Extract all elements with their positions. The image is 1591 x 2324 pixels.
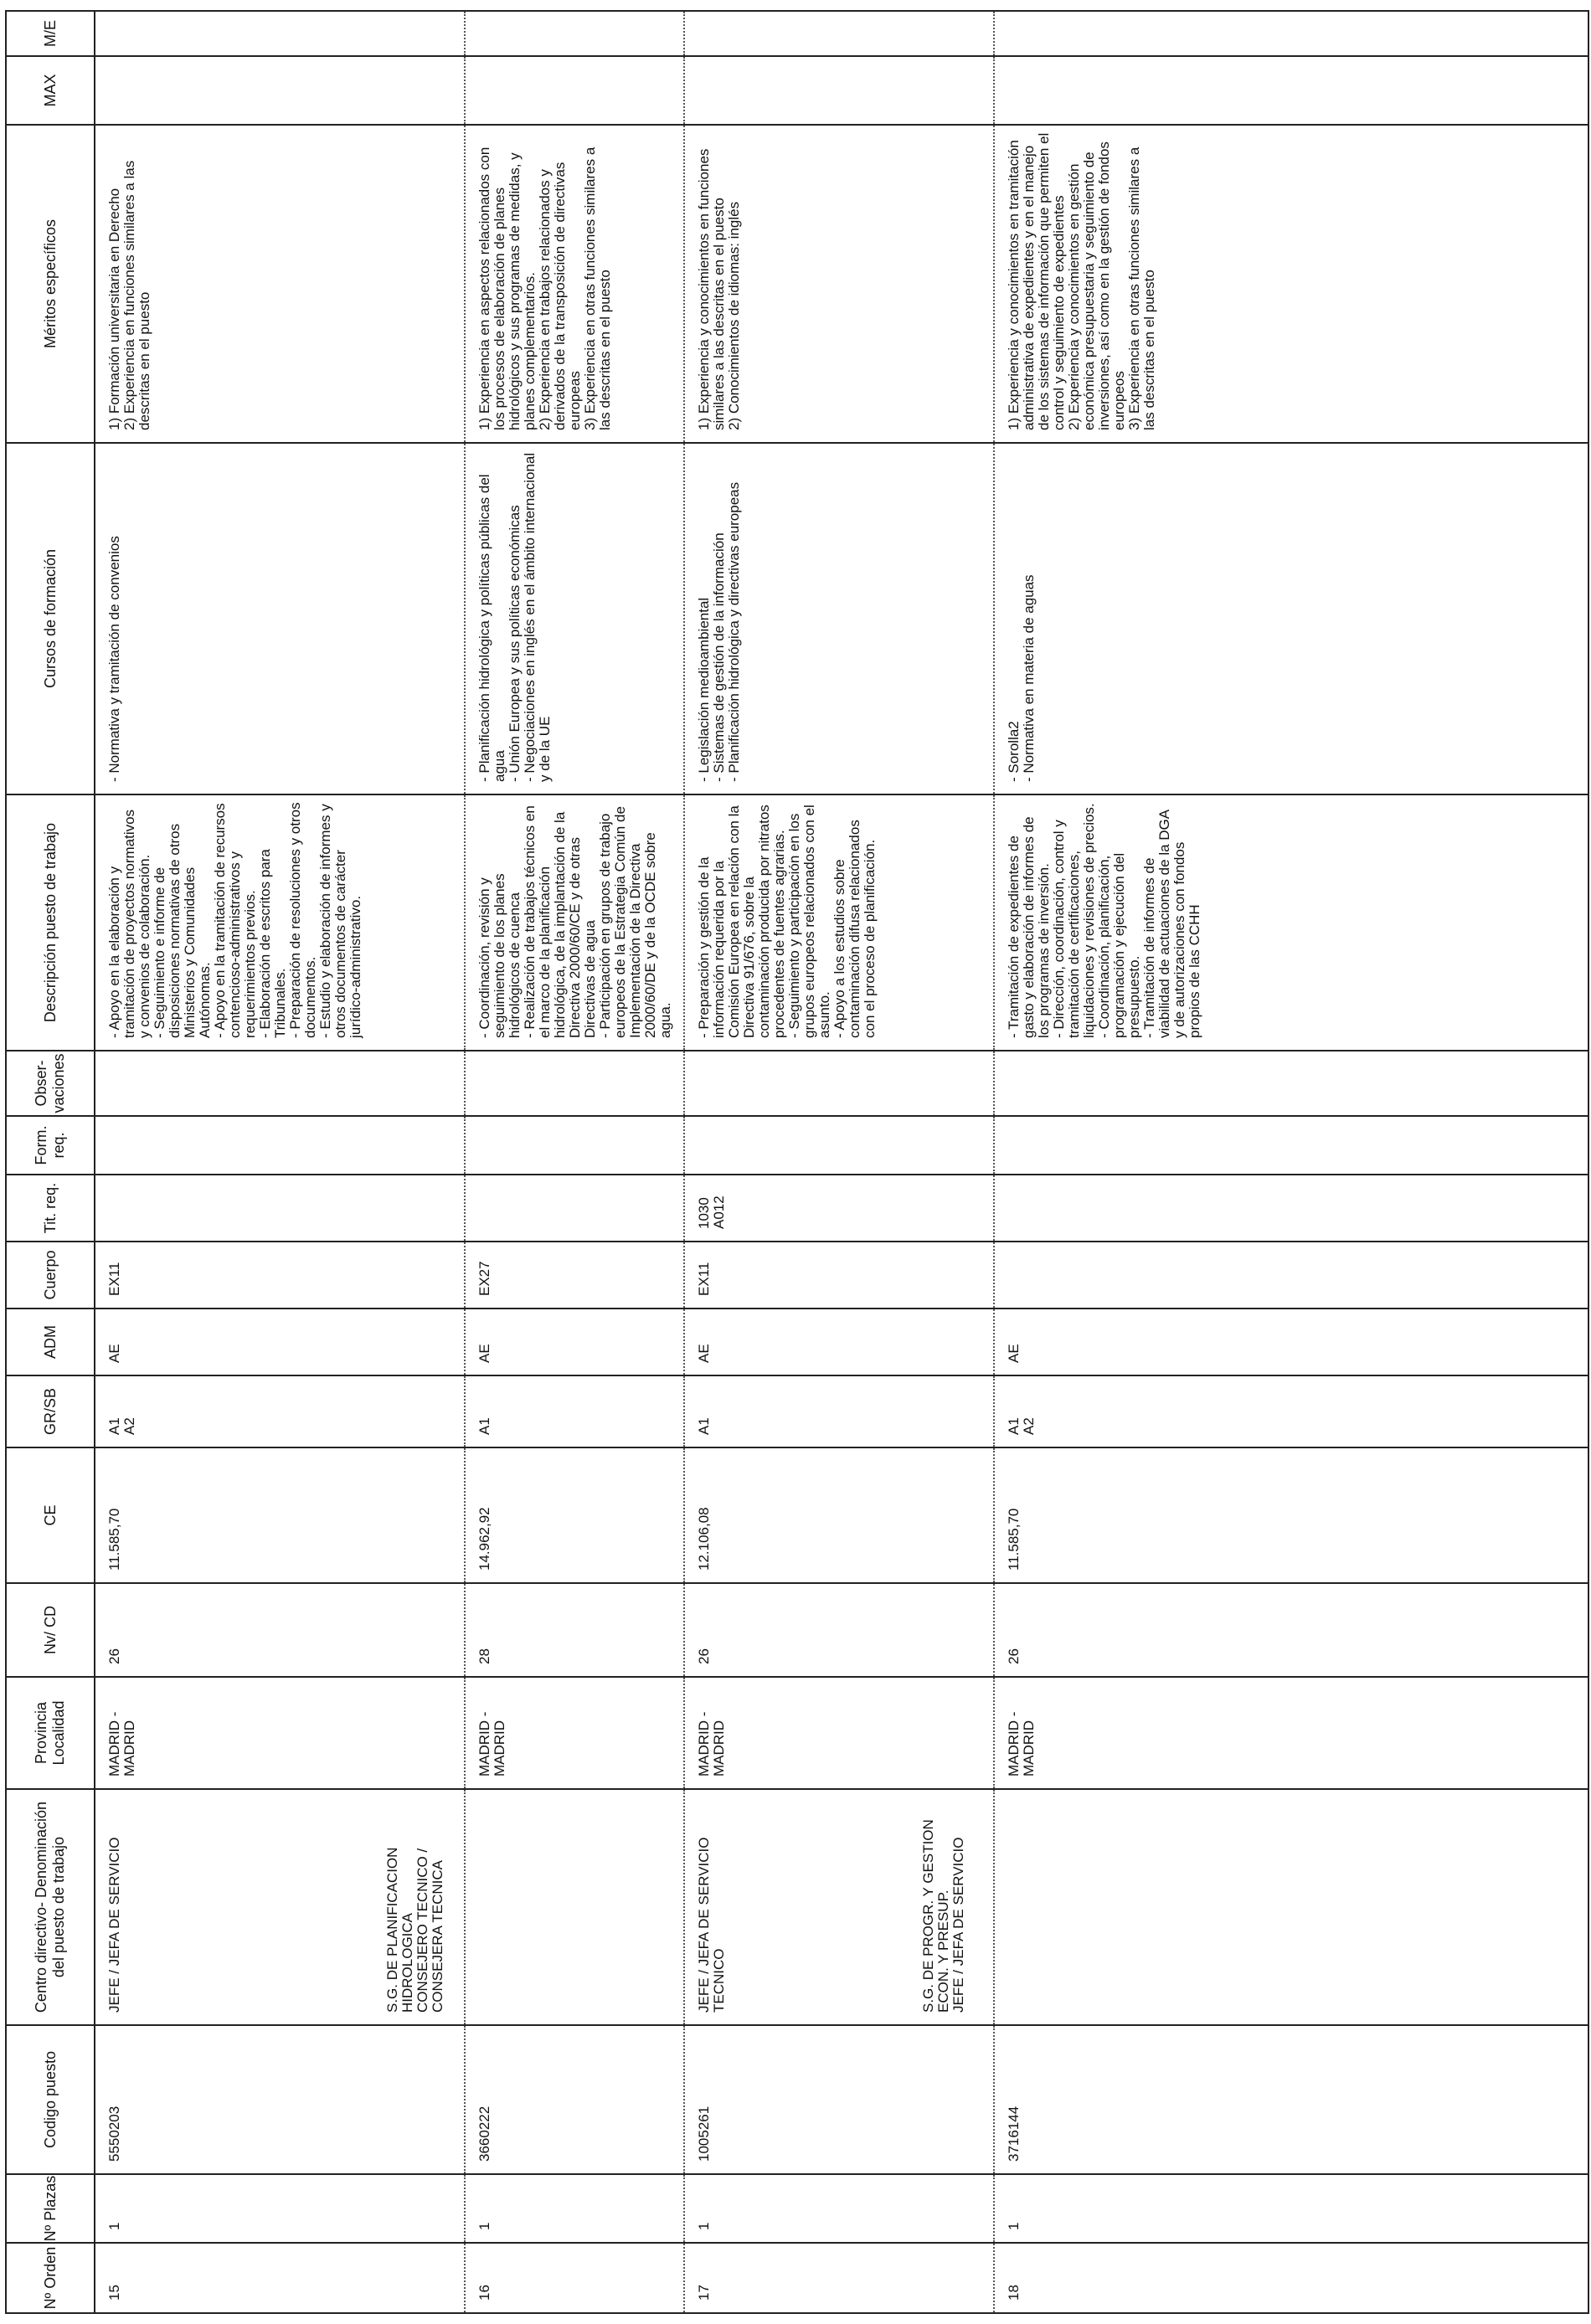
cell-plazas: 1 xyxy=(465,2174,684,2243)
cell-plazas: 1 xyxy=(994,2174,1588,2243)
header-ce: CE xyxy=(6,1447,95,1583)
header-adm: ADM xyxy=(6,1309,95,1375)
cell-descripcion: - Preparación y gestión de la información requerida por la Comisión Europea en relación con la Directiva 91/676, sobre la contaminación producida por nitratos procedentes de fuentes agrarias. - Seguimiento y participación en los grupos europeos relacionados con el asunto. - Apoyo a los estudios sobre contaminación difusa relacionados con el proceso de planificación. xyxy=(684,794,994,1051)
header-cuerpo: Cuerpo xyxy=(6,1242,95,1309)
cell-observaciones xyxy=(684,1051,994,1116)
cell-cursos: - Legislación medioambiental - Sistemas de gestión de la información - Planificación hidrológica y directivas europeas xyxy=(684,443,994,794)
cell-descripcion: - Coordinación, revisión y seguimiento de los planes hidrológicos de cuenca - Realización de trabajos técnicos en el marco de la planificación hidrológica, de la implantación de la Directiva 2000/60/CE y de otras Directivas de agua - Participación en grupos de trabajo europeos de la Estrategia Común de Implementación de la Directiva 2000/60/DE y de la OCDE sobre agua. xyxy=(465,794,684,1051)
cell-centro xyxy=(920,1789,1588,2025)
cell-formacion xyxy=(95,1116,465,1175)
header-provincia: Provincia Localidad xyxy=(6,1677,95,1789)
cell-ce: 11.585,70 xyxy=(994,1447,1588,1583)
cell-centro xyxy=(384,1789,684,2025)
cell-max xyxy=(994,56,1588,125)
cell-titulacion xyxy=(95,1175,465,1242)
job-positions-table xyxy=(5,10,1589,2314)
cell-me xyxy=(994,11,1588,56)
cell-plazas: 1 xyxy=(95,2174,465,2243)
cell-meritos: 1) Experiencia y conocimientos en funciones similares a las descritas en el puesto 2) Conocimientos de idiomas: inglés xyxy=(684,125,994,443)
header-meritos: Méritos específicos xyxy=(6,125,95,443)
cell-adm: AE xyxy=(994,1309,1588,1375)
cell-cuerpo: EX11 xyxy=(684,1242,994,1309)
cell-provincia: MADRID - MADRID xyxy=(994,1677,1588,1789)
cell-provincia: MADRID - MADRID xyxy=(684,1677,994,1789)
cell-adm: AE xyxy=(95,1309,465,1375)
cell-max xyxy=(95,56,465,125)
centro-puesto: JEFE / JEFA DE SERVICIO TECNICO xyxy=(696,1837,727,2013)
cell-formacion xyxy=(465,1116,684,1175)
cell-grupo: A1 A2 xyxy=(95,1375,465,1447)
cell-grupo: A1 xyxy=(465,1375,684,1447)
header-descripcion: Descripción puesto de trabajo xyxy=(6,794,95,1051)
cell-orden: 17 xyxy=(684,2243,994,2313)
header-titulacion: Tit. req. xyxy=(6,1175,95,1242)
cell-codigo: 3660222 xyxy=(465,2025,684,2174)
cell-observaciones xyxy=(465,1051,684,1116)
cell-cuerpo: EX27 xyxy=(465,1242,684,1309)
cell-me xyxy=(465,11,684,56)
cell-ce: 14.962,92 xyxy=(465,1447,684,1583)
cell-meritos: 1) Formación universitaria en Derecho 2) Experiencia en funciones similares a las descritas en el puesto xyxy=(95,125,465,443)
header-orden: Nº Orden xyxy=(6,2243,95,2313)
centro-puesto: CONSEJERO TECNICO / CONSEJERA TECNICA xyxy=(414,1848,445,2013)
cell-codigo: 5550203 xyxy=(95,2025,465,2174)
header-grupo: GR/SB xyxy=(6,1375,95,1447)
cell-observaciones xyxy=(994,1051,1588,1116)
header-codigo: Codigo puesto xyxy=(6,2025,95,2174)
cell-titulacion: 1030 A012 xyxy=(684,1175,994,1242)
cell-meritos: 1) Experiencia en aspectos relacionados con los procesos de elaboración de planes hidrológicos y sus programas de medidas, y planes complementarios. 2) Experiencia en trabajos relacionados y derivados de la transposición de directivas europeas 3) Experiencia en otras funciones similares a las descritas en el puesto xyxy=(465,125,684,443)
cell-observaciones xyxy=(95,1051,465,1116)
cell-orden: 16 xyxy=(465,2243,684,2313)
header-max: MAX xyxy=(6,56,95,125)
cell-orden: 18 xyxy=(994,2243,1588,2313)
cell-cuerpo: EX11 xyxy=(95,1242,465,1309)
cell-codigo: 3716144 xyxy=(994,2025,1588,2174)
cell-cursos: - Planificación hidrológica y políticas públicas del agua - Unión Europea y sus políticas económicas - Negociaciones en inglés en el ámbito internacional y de la UE xyxy=(465,443,684,794)
cell-nivel: 26 xyxy=(95,1583,465,1677)
cell-nivel: 28 xyxy=(465,1583,684,1677)
header-centro: Centro directivo- Denominación del puesto de trabajo xyxy=(6,1789,95,2025)
cell-titulacion xyxy=(994,1175,1588,1242)
cell-me xyxy=(684,11,994,56)
table-row xyxy=(465,11,684,2313)
centro-unit: S.G. DE PROGR. Y GESTION ECON. Y PRESUP. xyxy=(920,1819,951,2013)
cell-me xyxy=(95,11,465,56)
cell-adm: AE xyxy=(465,1309,684,1375)
cell-cursos: - Normativa y tramitación de convenios xyxy=(95,443,465,794)
cell-grupo: A1 A2 xyxy=(994,1375,1588,1447)
header-formacion: Form. req. xyxy=(6,1116,95,1175)
cell-formacion xyxy=(994,1116,1588,1175)
cell-nivel: 26 xyxy=(994,1583,1588,1677)
cell-max xyxy=(465,56,684,125)
header-row xyxy=(6,11,95,2313)
cell-cuerpo xyxy=(994,1242,1588,1309)
cell-descripcion: - Apoyo en la elaboración y tramitación de proyectos normativos y convenios de colaboración. - Seguimiento e informe de disposiciones normativas de otros Ministerios y Comunidades Autónomas. - Apoyo en la tramitación de recursos contencioso-administrativos y requerimientos previos. - Elaboración de escritos para Tribunales. - Preparación de resoluciones y otros documentos. - Estudio y elaboración de informes y otros documentos de carácter jurídico-administrativo. xyxy=(95,794,465,1051)
centro-puesto: JEFE / JEFA DE SERVICIO xyxy=(950,1837,966,2013)
centro-puesto: JEFE / JEFA DE SERVICIO xyxy=(106,1837,122,2013)
cell-ce: 12.106,08 xyxy=(684,1447,994,1583)
header-me: M/E xyxy=(6,11,95,56)
cell-max xyxy=(684,56,994,125)
header-observaciones: Obser- vaciones xyxy=(6,1051,95,1116)
centro-unit: S.G. DE PLANIFICACION HIDROLOGICA xyxy=(384,1847,415,2013)
cell-provincia: MADRID - MADRID xyxy=(465,1677,684,1789)
header-cursos: Cursos de formación xyxy=(6,443,95,794)
cell-grupo: A1 xyxy=(684,1375,994,1447)
cell-nivel: 26 xyxy=(684,1583,994,1677)
cell-codigo: 1005261 xyxy=(684,2025,994,2174)
cell-titulacion xyxy=(465,1175,684,1242)
cell-adm: AE xyxy=(684,1309,994,1375)
header-nivel: Nv/ CD xyxy=(6,1583,95,1677)
cell-provincia: MADRID - MADRID xyxy=(95,1677,465,1789)
cell-plazas: 1 xyxy=(684,2174,994,2243)
table-row xyxy=(994,11,1588,2313)
cell-ce: 11.585,70 xyxy=(95,1447,465,1583)
cell-descripcion: - Tramitación de expedientes de gasto y elaboración de informes de los programas de inversión. - Dirección, coordinación, control y tramitación de certificaciones, liquidaciones y revisiones de precios. - Coordinación, planificación, programación y ejecución del presupuesto. - Tramitación de informes de viabilidad de actuaciones de la DGA y de autorizaciones con fondos propios de las CCHH xyxy=(994,794,1588,1051)
header-plazas: Nº Plazas xyxy=(6,2174,95,2243)
cell-orden: 15 xyxy=(95,2243,465,2313)
cell-meritos: 1) Experiencia y conocimientos en tramitación administrativa de expedientes y en el manejo de los sistemas de información que permiten el control y seguimiento de expedientes 2) Experiencia y conocimientos en gestión económica presupuestaria y seguimiento de inversiones, así como en la gestión de fondos europeos 3) Experiencia en otras funciones similares a las descritas en el puesto xyxy=(994,125,1588,443)
cell-formacion xyxy=(684,1116,994,1175)
cell-cursos: - Sorolla2 - Normativa en materia de aguas xyxy=(994,443,1588,794)
